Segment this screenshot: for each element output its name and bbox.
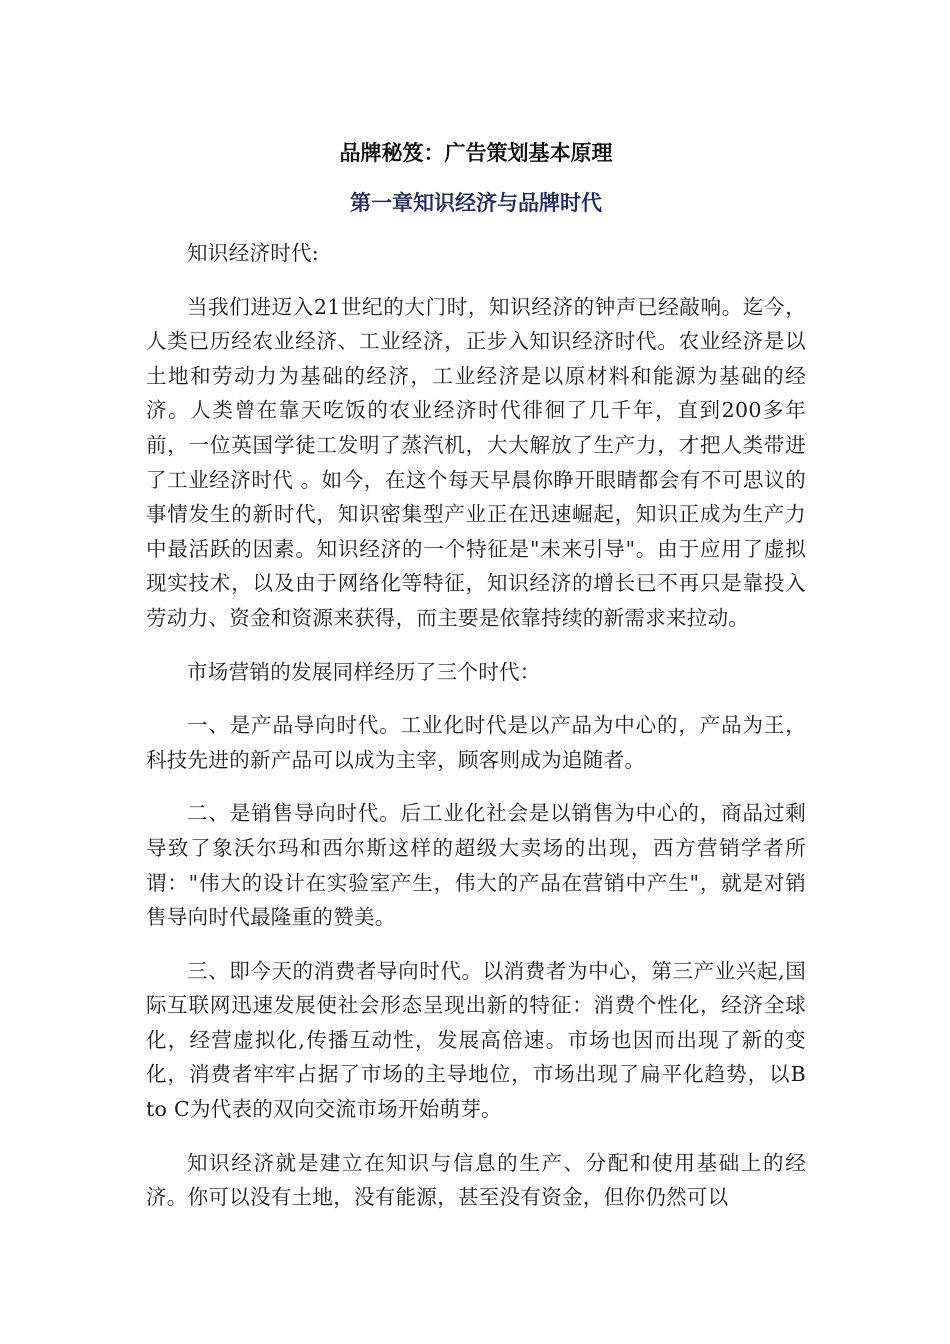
paragraph-product-era: 一、是产品导向时代。工业化时代是以产品为中心的，产品为王，科技先进的新产品可以成为主宰，顾客则成为追随者。 — [146, 713, 806, 772]
paragraph-knowledge-economy: 当我们进迈入21世纪的大门时，知识经济的钟声已经敲响。迄今，人类已历经农业经济、工业经济，正步入知识经济时代。农业经济是以土地和劳动力为基础的经济，工业经济是以原材料和能源为基础的经济。人类曾在靠天吃饭的农业经济时代徘徊了几千年，直到200多年前，一位英国学徒工发明了蒸汽机，大大解放了生产力，才把人类带进了工业经济时代 。如今，在这个每天早晨你睁开眼睛都会有不可思议的事情发生的新时代，知识密集型产业正在迅速崛起，知识正成为生产力中最活跃的因素。知识经济的一个特征是"未来引导"。由于应用了虚拟现实技术，以及由于网络化等特征，知识经济的增长已不再只是靠投入劳动力、资金和资源来获得，而主要是依靠持续的新需求来拉动。 — [146, 294, 806, 630]
paragraph-sales-era: 二、是销售导向时代。后工业化社会是以销售为中心的，商品过剩导致了象沃尔玛和西尔斯这样的超级大卖场的出现，西方营销学者所谓："伟大的设计在实验室产生，伟大的产品在营销中产生"，就是对销售导向时代最隆重的赞美。 — [146, 801, 806, 930]
chapter-title: 第一章知识经济与品牌时代 — [350, 191, 602, 215]
paragraph-consumer-era: 三、即今天的消费者导向时代。以消费者为中心，第三产业兴起,国际互联网迅速发展使社会形态呈现出新的特征：消费个性化，经济全球化，经营虚拟化,传播互动性，发展高倍速。市场也因而出现了新的变化，消费者牢牢占据了市场的主导地位，市场出现了扁平化趋势，以B to C为代表的双向交流市场开始萌芽。 — [146, 958, 806, 1122]
paragraph-section-heading: 知识经济时代: — [187, 241, 320, 265]
paragraph-knowledge-economy-definition: 知识经济就是建立在知识与信息的生产、分配和使用基础上的经济。你可以没有土地，没有能源，甚至没有资金，但你仍然可以 — [146, 1150, 806, 1210]
document-body — [146, 138, 806, 1234]
document-title: 品牌秘笈：广告策划基本原理 — [339, 141, 613, 165]
paragraph-marketing-eras-intro: 市场营销的发展同样经历了三个时代： — [187, 659, 541, 684]
